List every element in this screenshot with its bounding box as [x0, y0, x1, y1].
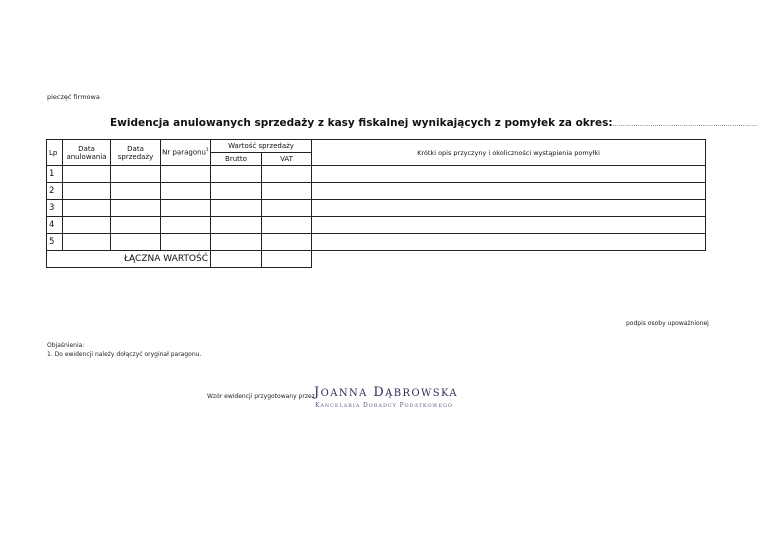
vat-cell[interactable]	[262, 234, 312, 251]
column-header-description: Krótki opis przyczyny i okoliczności wystąpienia pomyłki	[312, 140, 706, 166]
row-number: 4	[47, 217, 63, 234]
column-header-sale-date: Data sprzedaży	[111, 140, 161, 166]
cancel-date-cell[interactable]	[63, 166, 111, 183]
cancelled-sales-table	[46, 139, 706, 268]
receipt-number-cell[interactable]	[161, 200, 211, 217]
gross-cell[interactable]	[211, 217, 262, 234]
description-cell[interactable]	[312, 200, 706, 217]
column-header-vat: VAT	[262, 153, 312, 166]
period-blank-line: ……………………………………………………………	[612, 121, 758, 128]
vat-cell[interactable]	[262, 200, 312, 217]
gross-cell[interactable]	[211, 234, 262, 251]
row-number: 1	[47, 166, 63, 183]
description-cell[interactable]	[312, 183, 706, 200]
table-row	[47, 183, 706, 200]
receipt-number-cell[interactable]	[161, 183, 211, 200]
receipt-number-cell[interactable]	[161, 234, 211, 251]
column-header-sale-value: Wartość sprzedaży	[211, 140, 312, 153]
row-number: 2	[47, 183, 63, 200]
total-label: ŁĄCZNA WARTOŚĆ	[47, 251, 211, 268]
total-gross-cell[interactable]	[211, 251, 262, 268]
company-logo	[314, 385, 459, 411]
notes-item: 1. Do ewidencji należy dołączyć oryginał paragonu.	[47, 351, 202, 358]
gross-cell[interactable]	[211, 200, 262, 217]
signature-label: podpis osoby upoważnionej	[626, 320, 709, 327]
sale-date-cell[interactable]	[111, 183, 161, 200]
prepared-by-label: Wzór ewidencji przygotowany przez	[207, 393, 315, 400]
empty-spacer	[312, 251, 706, 268]
sale-date-cell[interactable]	[111, 166, 161, 183]
table-header-row	[47, 140, 706, 153]
gross-cell[interactable]	[211, 166, 262, 183]
column-header-receipt-number	[161, 140, 211, 166]
company-stamp-label: pieczęć firmowa	[47, 93, 100, 101]
column-header-cancel-date: Data anulowania	[63, 140, 111, 166]
vat-cell[interactable]	[262, 183, 312, 200]
column-header-lp: Lp	[47, 140, 63, 166]
description-cell[interactable]	[312, 234, 706, 251]
column-header-gross: Brutto	[211, 153, 262, 166]
sale-date-cell[interactable]	[111, 234, 161, 251]
total-vat-cell[interactable]	[262, 251, 312, 268]
table-row	[47, 234, 706, 251]
sale-date-cell[interactable]	[111, 200, 161, 217]
cancel-date-cell[interactable]	[63, 217, 111, 234]
row-number: 3	[47, 200, 63, 217]
description-cell[interactable]	[312, 217, 706, 234]
receipt-number-cell[interactable]	[161, 166, 211, 183]
table-row	[47, 200, 706, 217]
vat-cell[interactable]	[262, 166, 312, 183]
row-number: 5	[47, 234, 63, 251]
logo-subtitle: KANCELARIA DORADCY PODATKOWEGO	[315, 402, 453, 409]
notes-title: Objaśnienia:	[47, 342, 85, 349]
table-row	[47, 166, 706, 183]
cancel-date-cell[interactable]	[63, 234, 111, 251]
table-row	[47, 217, 706, 234]
total-row	[47, 251, 706, 268]
vat-cell[interactable]	[262, 217, 312, 234]
logo-name: JOANNA DĄBROWSKA	[314, 385, 459, 400]
cancel-date-cell[interactable]	[63, 200, 111, 217]
gross-cell[interactable]	[211, 183, 262, 200]
title-text: Ewidencja anulowanych sprzedaży z kasy fiskalnej wynikających z pomyłek za okres:	[110, 117, 613, 129]
sale-date-cell[interactable]	[111, 217, 161, 234]
receipt-number-label: Nr paragonu	[162, 148, 206, 157]
page-title	[110, 117, 757, 129]
receipt-number-cell[interactable]	[161, 217, 211, 234]
footnote-marker: 1	[205, 148, 209, 154]
description-cell[interactable]	[312, 166, 706, 183]
cancel-date-cell[interactable]	[63, 183, 111, 200]
